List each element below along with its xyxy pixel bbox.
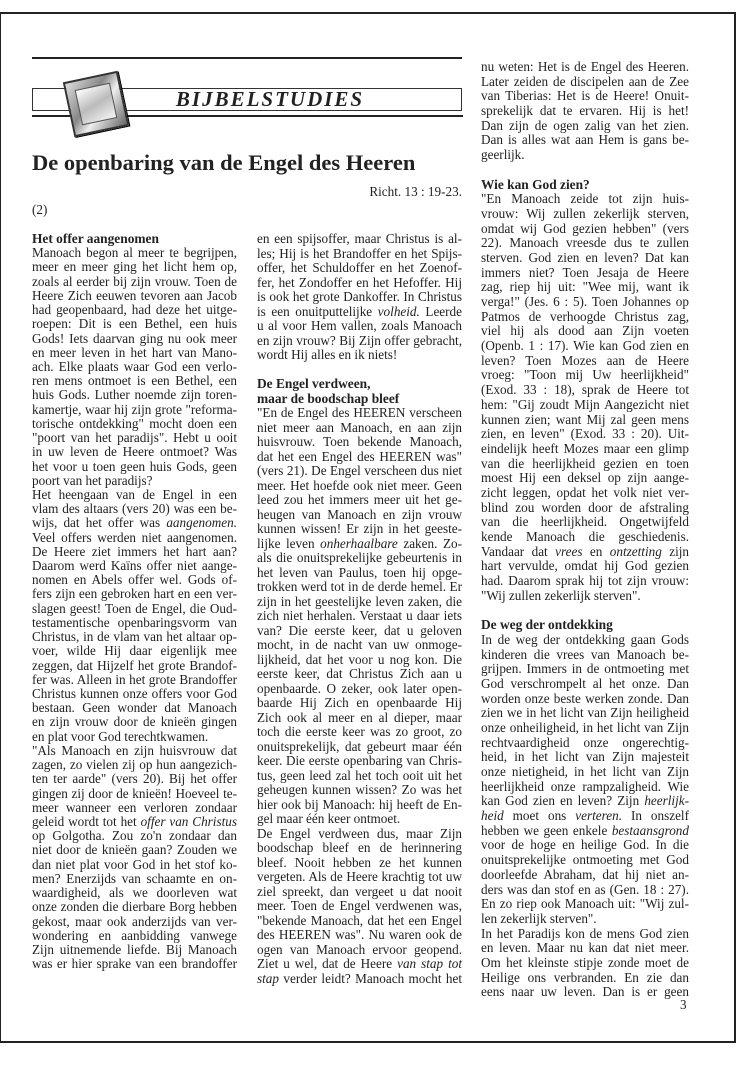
text-line: fer, het Zondoffer en het Hefoffer. Hij (257, 274, 462, 290)
text-line: moest Hij een deksel op zijn aange- (481, 470, 689, 486)
text-line: heid, in het licht van Zijn majesteit (481, 749, 689, 765)
text-line: sprekelijk dat te ervaren. Hij is het! (481, 103, 689, 119)
text-line: "bekende Manoach, dat het een Engel (257, 912, 462, 928)
text-line: "poort van het paradijs". Hebt u ooit (32, 430, 237, 446)
text-line: onuitsprekelijke ontmoeting met God (481, 852, 689, 868)
text-line: baarde Hij Zich en openbaarde Hij (257, 695, 462, 710)
column-right (481, 60, 689, 1000)
section-title: BIJBELSTUDIES (175, 87, 365, 111)
text-line: en zijn vrouw door de knieën gingen (32, 714, 237, 730)
text-line (481, 545, 689, 560)
page-left-edge (0, 12, 1, 1043)
text-segment: zijn (661, 543, 690, 559)
text-line: meer en meer ging het licht hem op, (32, 259, 237, 275)
text-line: en meer leven in het hart van Mano- (32, 344, 237, 360)
text-line: hem: "Gij zoudt Mijn Aangezicht niet (481, 396, 689, 412)
text-line: viel hij als dood aan Zijn voeten (481, 323, 689, 339)
text-line: des HEEREN was". Nu waren ook de (257, 927, 462, 942)
text-line: tus, geen leed zal het toch ooit uit het (257, 767, 462, 783)
text-line: gel maar één keer ontmoet. (257, 811, 401, 826)
text-line: offer, het Schuldoffer en het Zoenof- (257, 260, 462, 275)
text-line: roepen: Dit is een Bethel, een huis (32, 316, 237, 332)
column-middle (257, 232, 462, 986)
text-line: grijpen. Immers in de ontmoeting met (481, 661, 689, 677)
text-line: leven? Toen Mozes aan de Heere (481, 352, 689, 368)
text-line: zag, riep hij uit: "Wee mij, want ik (481, 279, 689, 295)
text-line: van die heerlijkheid gezien en toen (481, 455, 689, 471)
text-line: (vers 21). De Engel verscheen dus niet (257, 463, 462, 478)
text-line: Om het kleinste stipje zonde moet de (481, 954, 689, 970)
text-line: zicht leggen, opdat het volk niet ver- (481, 484, 689, 500)
text-line: voer, wilde Hij daar eigenlijk mee (32, 643, 237, 659)
text-line: zich niet herhalen. Verstaat u daar iets (257, 608, 462, 623)
subheading: Het offer aangenomen (32, 231, 159, 246)
text-line: lijkheid, dat het voor u nog kon. Die (257, 651, 462, 667)
text-line (481, 824, 689, 839)
text-line: in uw leven de Heere ontmoet? Was (32, 444, 237, 460)
text-line: "Wij zullen zekerlijk sterven". (481, 587, 641, 603)
text-line: geerlijk. (481, 147, 525, 163)
text-line: Later zeiden de discipelen aan de Zee (481, 73, 689, 89)
text-line: zagen, zo vielen zij op hun aangezich- (32, 757, 237, 773)
text-line (257, 537, 462, 552)
text-segment: Vandaar dat (481, 543, 556, 559)
text-line: u al voor Hem vallen, zoals Manoach (257, 318, 462, 333)
text-line: poort van het paradijs? (32, 472, 153, 488)
text-segment: moet ons (503, 808, 576, 824)
text-line: Dan is alles wat aan Hem is gans be- (481, 132, 689, 148)
text-line: Zijn uitnemende liefde. Bij Manoach (32, 941, 237, 957)
emphasis-text: verteren. (575, 808, 623, 824)
text-line: huis Gods. Luther noemde zijn toren- (32, 387, 237, 403)
text-line: Heilige ons verbranden. En zie dan (481, 969, 689, 985)
subheading: De Engel verdween, (257, 376, 371, 391)
text-segment: In onszelf (622, 808, 689, 824)
text-line: dan niet plat voor God in het stof ko- (32, 856, 237, 872)
text-line: boodschap bleef en de herinnering (257, 840, 462, 855)
text-line: bleef. Nooit hebben ze het kunnen (257, 854, 462, 870)
subheading: maar de boodschap bleef (257, 390, 400, 406)
text-line: kunnen wissen! Er zijn in het geeste- (257, 521, 462, 536)
text-line: op Golgotha. Zou zo'n zondaar dan (32, 828, 237, 844)
section-top-rule (32, 57, 462, 59)
text-segment: lijke leven (257, 535, 321, 551)
text-line: niet meer aan Manoach, en aan zijn (257, 419, 462, 435)
text-segment: geleid wordt tot het (32, 813, 141, 829)
text-line: bestaan. Geen wonder dat Manoach (32, 700, 237, 716)
text-line: leed zou het immers meer uit het ge- (257, 492, 462, 507)
emphasis-text: van stap tot (397, 956, 463, 971)
page-number: 3 (680, 997, 687, 1012)
emphasis-text: aangenomen. (166, 515, 237, 531)
text-segment: Leerde (419, 303, 462, 319)
text-line: zijn in het geestelijke leven zaken, die (257, 593, 462, 609)
article-title: De openbaring van de Engel des Heeren (32, 150, 416, 175)
text-line: ogen van Manoach ervoor geopend. (257, 941, 462, 957)
text-segment: verder leidt? Manoach mocht het (278, 970, 462, 986)
text-line (481, 794, 689, 809)
text-line: kende Manoach die geschiedenis. (481, 529, 689, 544)
emphasis-text: bestaansgrond (611, 822, 689, 838)
text-line: eens naar uw leven. Dan is er geen (481, 984, 689, 1000)
text-line: vrouw: Wij zullen zekerlijk sterven, (481, 205, 689, 221)
text-line: hart vervulde, omdat hij God gezien (481, 558, 689, 574)
text-line: van Tiberias: Het is de Heere! Onuit- (481, 88, 689, 104)
text-line: worden onze beste werken zonde. Dan (481, 690, 689, 706)
text-line: vlam des altaars (vers 20) was een be- (32, 501, 237, 517)
text-line: In het Paradijs kon de mens God zien (481, 925, 689, 941)
text-line: "En de Engel des HEEREN verscheen (257, 405, 462, 420)
text-line: In de weg der ontdekking gaan Gods (481, 631, 689, 647)
text-line: heugen van Manoach en zijn vrouw (257, 506, 462, 522)
text-line: De Heere ziet immers het hart aan? (32, 543, 237, 559)
subheading: De weg der ontdekking (481, 617, 613, 633)
text-line: onuitsprekelijk, dat gebeurt maar één (257, 738, 462, 754)
text-line: mocht, in de nacht van uw onmoge- (257, 637, 462, 652)
text-segment: en (582, 543, 610, 559)
text-line: niet door de knieën gaan? Zouden we (32, 842, 237, 858)
text-line: wondering en aanbidding vanwege (32, 927, 237, 943)
text-line: testamentische openbaringsvorm van (32, 614, 237, 630)
text-line (481, 809, 689, 824)
emphasis-text: vrees (555, 543, 583, 559)
text-line: Daarom werd Kaïns offer niet aange- (32, 558, 237, 574)
text-line: Het heengaan van de Engel in een (32, 486, 237, 502)
text-line: kamertje, waar hij zijn grote "reforma- (32, 401, 237, 417)
text-line: onze onheiligheid, in het licht van Zijn (481, 719, 689, 735)
text-line: Patmos de verhoogde Christus zag, (481, 308, 689, 324)
text-line: slagen geest! Toen de Engel, die Oud- (32, 600, 237, 616)
text-line (32, 815, 237, 829)
text-line: en leven. Maar nu kan dat niet meer. (481, 940, 689, 956)
text-line: vergeten. Als de Heere krachtig tot uw (257, 869, 462, 884)
text-line: les; Hij is het Brandoffer en het Spijs- (257, 245, 462, 261)
text-line: blind zou worden door de afstraling (481, 499, 689, 515)
page-right-edge (734, 12, 736, 1043)
text-line: En zo riep ook Manoach uit: "Wij zul- (481, 896, 689, 912)
text-line: 22). Manoach vreesde dus te zullen (481, 235, 689, 251)
text-line: ach. Elke plaats waar God een verlo- (32, 358, 237, 374)
text-line: vroeg: "Toon mij Uw heerlijkheid" (481, 367, 689, 383)
text-line (257, 972, 462, 987)
text-line: dat het een Engel des HEEREN was" (257, 448, 462, 464)
text-line: nu weten: Het is de Engel des Heeren. (481, 59, 689, 74)
text-line: heerlijkheid onze rampzaligheid. Wie (481, 778, 689, 794)
text-segment: Ziet u wel, dat de Heere (257, 956, 398, 971)
text-line (257, 305, 462, 320)
text-line (32, 516, 237, 530)
text-line: geheugen kunnen wissen? Zo was het (257, 782, 462, 797)
text-line: zeggen, dat Hijzelf het grote Brandof- (32, 657, 237, 673)
text-line: doorleefde Abraham, dat hij niet an- (481, 866, 689, 882)
text-line: eerste keer, dat Christus Zich aan u (257, 666, 462, 681)
text-line: hier ook bij Manoach: hij heeft de En- (257, 796, 462, 812)
text-line: wordt Hij alles en ik niets! (257, 347, 398, 362)
emphasis-text: volheid. (377, 303, 420, 319)
text-line: gingen zij door de knieën! Hoeveel te- (32, 785, 237, 801)
text-line: De Engel verdween dus, maar Zijn (257, 825, 462, 841)
text-line: kinderen die vrees van Manoach be- (481, 646, 689, 662)
text-line: had geopenbaard, had deze het uitge- (32, 302, 237, 318)
text-segment: zaken. Zo- (397, 535, 462, 551)
blank-line (257, 363, 462, 378)
page-top-rule (0, 12, 736, 14)
text-line: meer. Het hoefde ook niet meer. Geen (257, 477, 462, 493)
text-line: verga!" (Jes. 6 : 5). Toen Johannes op (481, 294, 689, 309)
text-line: als die onuitsprekelijke gebeurtenis in (257, 550, 462, 565)
text-line: rechtvaardigheid onze ongerechtig- (481, 734, 689, 750)
scroll-icon (63, 71, 129, 137)
text-line: immers niet? Toen Jesaja de Heere (481, 264, 689, 280)
text-line: en een spijsoffer, maar Christus is al- (257, 231, 462, 246)
text-line: van die heerlijkheid. Ongetwijfeld (481, 514, 689, 530)
text-line: onze nietigheid, in het licht van Zijn (481, 764, 689, 779)
text-line: onze zonden die dierbare Borg hebben (32, 899, 237, 915)
text-line: Gods! Iets daarvan ging nu ook meer (32, 330, 237, 346)
text-line: ziel spreekt, dan vergeet u dat nooit (257, 883, 462, 899)
text-line: fers zijn een gebroken hart en een ver- (32, 586, 237, 602)
text-line: was er hier sprake van een brandoffer (32, 956, 237, 972)
text-segment: hebben we geen enkele (481, 822, 612, 838)
text-line: keer. Die eerste openbaring van Chris- (257, 753, 462, 768)
text-line: eindelijk heeft Mozes maar een glimp (481, 440, 689, 456)
text-line: God verschrompelt al het onze. Dan (481, 675, 689, 691)
text-line: is ook het grote Dankoffer. In Christus (257, 289, 462, 304)
page-bottom-rule (0, 1041, 736, 1043)
text-line: (Openb. 1 : 17). Wie kan God zien en (481, 338, 689, 354)
text-line: zien, en leven" (Exod. 33 : 20). Uit- (481, 426, 689, 442)
text-segment: is een onuitputtelijke (257, 303, 378, 319)
text-line: men? Enerzijds van schaamte en on- (32, 870, 237, 886)
text-line: zien we in het licht van Zijn heiligheid (481, 705, 689, 721)
blank-line (481, 603, 689, 618)
text-line: "Als Manoach en zijn huisvrouw dat (32, 742, 237, 758)
text-line: meer. Toen de Engel verdwenen was, (257, 898, 462, 913)
text-line: torische ontdekking" mocht doen een (32, 415, 237, 431)
emphasis-text: offer van Christus (140, 813, 237, 829)
text-line: openbaarde. O zeker, ook later open- (257, 680, 462, 696)
text-line: ten ter aarde" (vers 20). Bij het offer (32, 771, 237, 787)
text-line: ren mens ontmoet is een Bethel, een (32, 373, 237, 389)
text-line (257, 957, 462, 972)
text-line: gekost, maar ook anderzijds van ver- (32, 913, 237, 929)
text-line: toch die eerste keer was zo groot, zo (257, 724, 462, 739)
text-line: Christus, in de vlam van het altaar op- (32, 629, 237, 645)
text-line: huisvrouw. Toen bekende Manoach, (257, 434, 462, 449)
text-line: en zijn vrouw? Bij Zijn offer gebracht, (257, 332, 462, 348)
emphasis-text: ontzetting (609, 543, 662, 559)
text-line: (Exod. 33 : 18), sprak de Heere tot (481, 382, 689, 398)
text-line: len zekerlijk sterven". (481, 910, 597, 926)
emphasis-text: stap (257, 970, 279, 986)
text-line: had. Daarom sprak hij tot zijn vrouw: (481, 573, 689, 589)
emphasis-text: heerlijk- (644, 793, 689, 809)
text-line: Manoach begon al meer te begrijpen, (32, 245, 237, 261)
text-line: van? Die eerste keer, dat u geloven (257, 622, 462, 638)
blank-line (481, 163, 689, 178)
text-line: Heere Zich eeuwen tevoren aan Jacob (32, 287, 237, 303)
text-line: ders was dan stof en as (Gen. 18 : 27). (481, 881, 689, 897)
emphasis-text: onherhaalbare (320, 535, 398, 551)
text-line: en plat voor God terechtkwamen. (32, 728, 209, 744)
text-line: Dan zijn de ogen zalig van het zien. (481, 117, 689, 133)
subheading: Wie kan God zien? (481, 176, 590, 192)
text-line: het voor u toen geen huis Gods, geen (32, 458, 237, 474)
text-segment: kan God zien en leven? Zijn (481, 793, 645, 809)
text-line: Veel offers werden niet aangenomen. (32, 529, 237, 545)
text-line: sterven. God zien en leven? Dat kan (481, 249, 689, 265)
text-line: trokken werd tot in de derde hemel. Er (257, 579, 462, 594)
text-line: "En Manoach zeide tot zijn huis- (481, 191, 689, 207)
scripture-reference: Richt. 13 : 19-23. (369, 184, 462, 199)
text-line: Zich ook al meer en al dieper, maar (257, 709, 462, 725)
text-line: fer was. Alleen in het grote Brandoffer (32, 671, 237, 687)
text-line: voor de hoge en heilige God. In die (481, 837, 689, 853)
text-line: zoals al eerder bij zijn vrouw. Toen de (32, 273, 237, 289)
text-line: nomen en Abels offer wel. Gods of- (32, 572, 237, 588)
text-line: het leven van Paulus, toen hij opge- (257, 564, 462, 580)
text-line: waardigheid, als we doorleven wat (32, 885, 237, 901)
text-segment: wijs, dat het offer was (32, 515, 167, 531)
column-left (32, 232, 237, 971)
text-line: omdat wij God gezien hebben" (vers (481, 220, 689, 236)
text-line: kunnen zien; want Mij zal geen mens (481, 411, 689, 427)
emphasis-text: heid (481, 808, 504, 824)
text-line: Christus kunnen onze offers voor God (32, 686, 237, 701)
text-line: meer wanneer een verloren zondaar (32, 799, 237, 815)
part-number: (2) (32, 202, 48, 217)
